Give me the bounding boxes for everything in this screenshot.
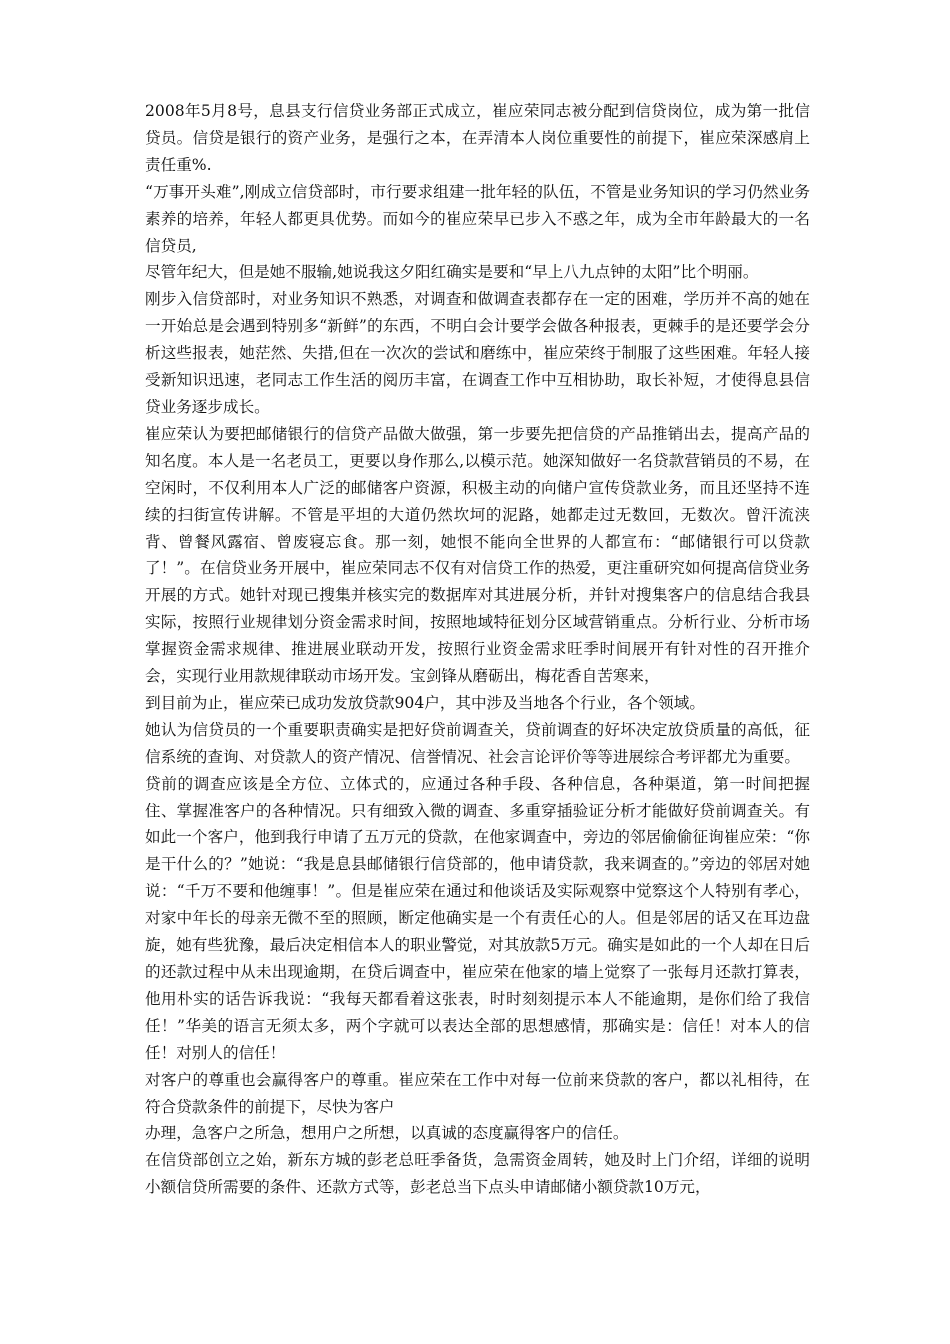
paragraph-9: 对客户的尊重也会赢得客户的尊重。崔应荣在工作中对每一位前来贷款的客户，都以礼相待，在符合贷款条件的前提下，尽快为客户 bbox=[145, 1070, 810, 1116]
paragraph-1: 2008年5月8号，息县支行信贷业务部正式成立，崔应荣同志被分配到信贷岗位，成为第一批信贷员。信贷是银行的资产业务，是强行之本，在弄清本人岗位重要性的前提下，崔应荣深感肩上责任重%. bbox=[145, 102, 810, 174]
paragraph-2: “万事开头难”,刚成立信贷部时，市行要求组建一批年轻的队伍，不管是业务知识的学习仍然业务素养的培养，年轻人都更具优势。而如今的崔应荣早已步入不惑之年，成为全市年龄最大的一名信贷员, bbox=[145, 182, 810, 255]
document-body bbox=[145, 98, 810, 1201]
paragraph-7: 她认为信贷员的一个重要职责确实是把好贷前调查关，贷前调查的好坏决定放贷质量的高低，征信系统的查询、对贷款人的资产情况、信誉情况、社会言论评价等等进展综合考评都尤为重要。 bbox=[145, 720, 810, 766]
paragraph-6: 到目前为止，崔应荣已成功发放贷款904户，其中涉及当地各个行业，各个领域。 bbox=[145, 693, 705, 712]
paragraph-5: 崔应荣认为要把邮储银行的信贷产品做大做强，第一步要先把信贷的产品推销出去，提高产品的知名度。本人是一名老员工，更要以身作那么,以模示范。她深知做好一名贷款营销员的不易，在空闲时，不仅利用本人广泛的邮储客户资源，积极主动的向储户宣传贷款业务，而且还坚持不连续的扫街宣传讲解。不管是平坦的大道仍然坎坷的泥路，她都走过无数回，无数次。曾汗流浃背、曾餐风露宿、曾废寝忘食。那一刻，她恨不能向全世界的人都宣布：“邮储银行可以贷款了！”。在信贷业务开展中，崔应荣同志不仅有对信贷工作的热爱，更注重研究如何提高信贷业务开展的方式。她针对现已搜集并核实完的数据库对其进展分析，并针对搜集客户的信息结合我县实际，按照行业规律划分资金需求时间，按照地域特征划分区域营销重点。分析行业、分析市场掌握资金需求规律、推进展业联动开发，按照行业资金需求旺季时间展开有针对性的召开推介会，实现行业用款规律联动市场开发。宝剑锋从磨砺出，梅花香自苦寒来， bbox=[145, 424, 810, 686]
paragraph-10: 办理，急客户之所急，想用户之所想，以真诚的态度赢得客户的信任。 bbox=[145, 1124, 629, 1143]
paragraph-4: 刚步入信贷部时，对业务知识不熟悉，对调查和做调查表都存在一定的困难，学历并不高的她在一开始总是会遇到特别多“新鲜”的东西，不明白会计要学会做各种报表，更棘手的是还要学会分析这些报表，她茫然、失措,但在一次次的尝试和磨练中，崔应荣终于制服了这些困难。年轻人接受新知识迅速，老同志工作生活的阅历丰富，在调查工作中互相协助，取长补短，才使得息县信贷业务逐步成长。 bbox=[145, 290, 810, 416]
paragraph-8: 贷前的调查应该是全方位、立体式的，应通过各种手段、各种信息，各种渠道，第一时间把握住、掌握准客户的各种情况。只有细致入微的调查、多重穿插验证分析才能做好贷前调查关。有如此一个客户，他到我行申请了五万元的贷款，在他家调查中，旁边的邻居偷偷征询崔应荣：“你是干什么的？”她说：“我是息县邮储银行信贷部的，他申请贷款，我来调查的。”旁边的邻居对她说：“千万不要和他缠事！”。但是崔应荣在通过和他谈话及实际观察中觉察这个人特别有孝心，对家中年长的母亲无微不至的照顾，断定他确实是一个有责任心的人。但是邻居的话又在耳边盘旋，她有些犹豫，最后决定相信本人的职业警觉，对其放款5万元。确实是如此的一个人却在日后的还款过程中从未出现逾期，在贷后调查中，崔应荣在他家的墙上觉察了一张每月还款打算表，他用朴实的话告诉我说：“我每天都看着这张表，时时刻刻提示本人不能逾期，是你们给了我信任！”华美的语言无须太多，两个字就可以表达全部的思想感情，那确实是：信任！对本人的信任！对别人的信任！ bbox=[145, 774, 810, 1062]
paragraph-11: 在信贷部创立之始，新东方城的彭老总旺季备货，急需资金周转，她及时上门介绍，详细的说明小额信贷所需要的条件、还款方式等，彭老总当下点头申请邮储小额贷款10万元， bbox=[145, 1151, 810, 1197]
paragraph-3: 尽管年纪大，但是她不服输,她说我这夕阳红确实是要和“早上八九点钟的太阳”比个明丽。 bbox=[145, 263, 759, 282]
